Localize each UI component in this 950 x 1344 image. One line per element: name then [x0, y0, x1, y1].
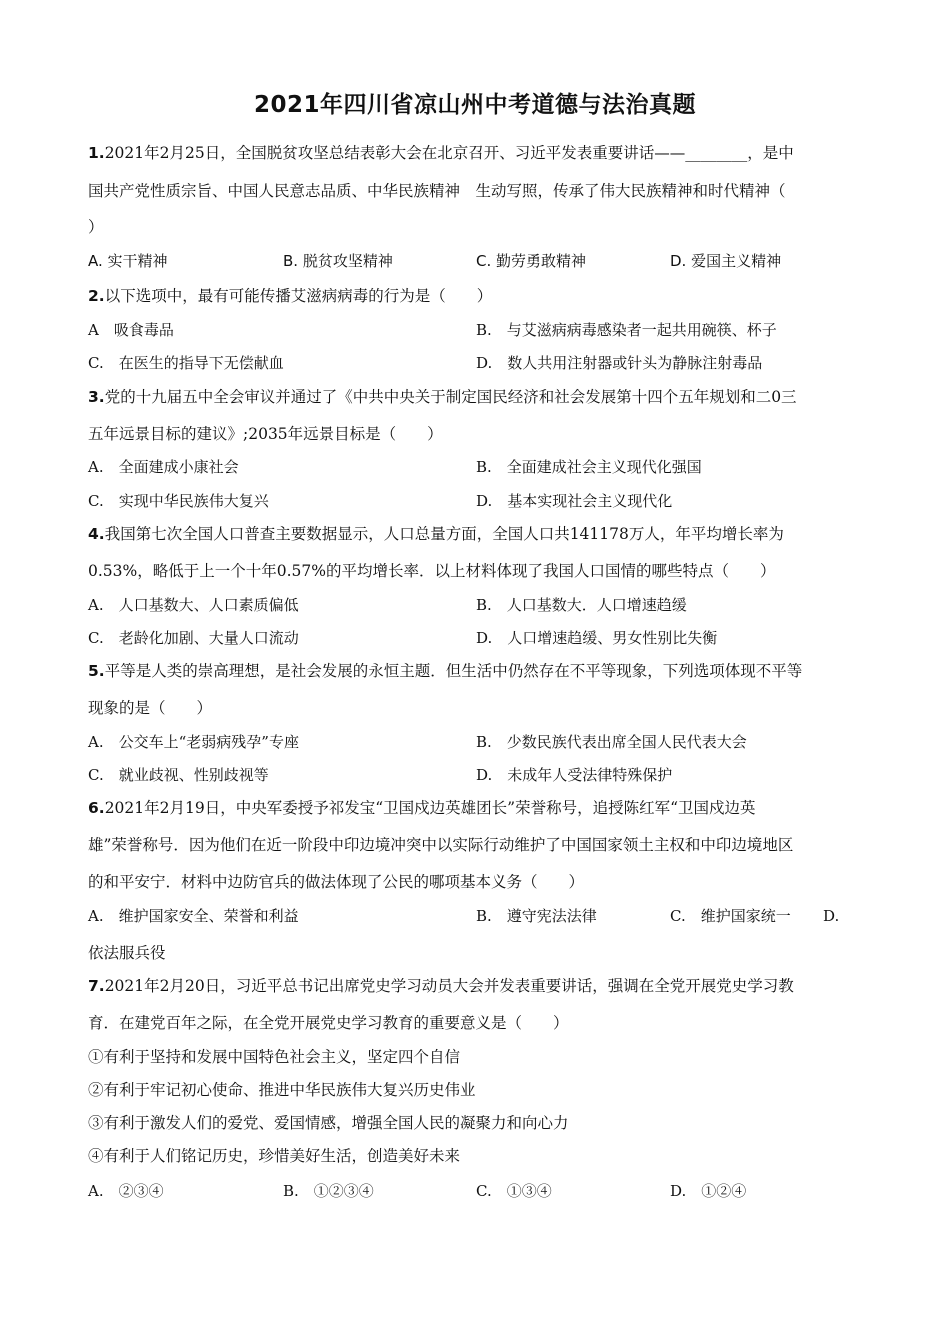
question-number: 1. [88, 144, 105, 162]
question-4-line-2: 0.53%，略低于上一个十年0.57%的平均增长率．以上材料体现了我国人口国情的哪些特点（ ） [88, 562, 776, 580]
question-6-line-1: 6.2021年2月19日，中央军委授予祁发宝“卫国戍边英雄团长”荣誉称号，追授陈红军“卫国戍边英 [88, 799, 756, 817]
question-3-option-b: B. 全面建成社会主义现代化强国 [476, 458, 702, 476]
question-2-option-c: C. 在医生的指导下无偿献血 [88, 354, 284, 372]
question-5-option-a: A. 公交车上“老弱病残孕”专座 [88, 733, 299, 751]
question-1-line-2: 国共产党性质宗旨、中国人民意志品质、中华民族精神 生动写照，传承了伟大民族精神和时代精神（ [88, 182, 786, 200]
question-7-item-4: ④有利于人们铭记历史，珍惜美好生活，创造美好未来 [88, 1147, 461, 1165]
question-2-line-1: 2.以下选项中，最有可能传播艾滋病病毒的行为是（ ） [88, 287, 493, 305]
question-5-line-2: 现象的是（ ） [88, 699, 213, 717]
question-6-option-d-letter: D. [823, 907, 840, 925]
question-3-option-a: A. 全面建成小康社会 [88, 458, 239, 476]
question-2-option-b: B. 与艾滋病病毒感染者一起共用碗筷、杯子 [476, 321, 777, 339]
question-4-option-a: A. 人口基数大、人口素质偏低 [88, 596, 299, 614]
question-7-item-3: ③有利于激发人们的爱党、爱国情感，增强全国人民的凝聚力和向心力 [88, 1114, 569, 1132]
question-3-line-1: 3.党的十九届五中全会审议并通过了《中共中央关于制定国民经济和社会发展第十四个五年规划和二0三 [88, 388, 797, 406]
question-7-item-1: ①有利于坚持和发展中国特色社会主义，坚定四个自信 [88, 1048, 461, 1066]
question-5-option-c: C. 就业歧视、性别歧视等 [88, 766, 269, 784]
question-6-option-c: C. 维护国家统一 [670, 907, 791, 925]
question-7-option-b: B. ①②③④ [283, 1182, 374, 1200]
question-number: 5. [88, 662, 105, 680]
question-1-line-1: 1.2021年2月25日，全国脱贫攻坚总结表彰大会在北京召开、习近平发表重要讲话——________，是中 [88, 144, 794, 162]
question-1-option-d: D. 爱国主义精神 [670, 252, 782, 270]
question-3-option-d: D. 基本实现社会主义现代化 [476, 492, 673, 510]
question-2-option-a: A 吸食毒品 [88, 321, 174, 339]
question-7-line-2: 育．在建党百年之际，在全党开展党史学习教育的重要意义是（ ） [88, 1014, 569, 1032]
question-5-line-1: 5.平等是人类的崇高理想，是社会发展的永恒主题．但生活中仍然存在不平等现象，下列选项体现不平等 [88, 662, 803, 680]
question-6-option-b: B. 遵守宪法法律 [476, 907, 597, 925]
question-6-option-d-text: 依法服兵役 [88, 944, 166, 962]
question-7-option-a: A. ②③④ [88, 1182, 164, 1200]
page-title: 2021年四川省凉山州中考道德与法治真题 [253, 92, 696, 118]
question-number: 6. [88, 799, 105, 817]
question-6-line-3: 的和平安宁．材料中边防官兵的做法体现了公民的哪项基本义务（ ） [88, 873, 585, 891]
question-3-option-c: C. 实现中华民族伟大复兴 [88, 492, 269, 510]
question-number: 7. [88, 977, 105, 995]
question-5-option-d: D. 未成年人受法律特殊保护 [476, 766, 673, 784]
question-7-option-d: D. ①②④ [670, 1182, 747, 1200]
question-7-option-c: C. ①③④ [476, 1182, 552, 1200]
question-number: 2. [88, 287, 105, 305]
question-number: 3. [88, 388, 105, 406]
question-5-option-b: B. 少数民族代表出席全国人民代表大会 [476, 733, 747, 751]
question-1-option-b: B. 脱贫攻坚精神 [283, 252, 393, 270]
question-4-option-d: D. 人口增速趋缓、男女性别比失衡 [476, 629, 718, 647]
question-4-option-c: C. 老龄化加剧、大量人口流动 [88, 629, 299, 647]
question-3-line-2: 五年远景目标的建议》;2035年远景目标是（ ） [88, 425, 443, 443]
question-1-line-3: ） [88, 218, 104, 236]
question-4-option-b: B. 人口基数大．人口增速趋缓 [476, 596, 687, 614]
question-2-option-d: D. 数人共用注射器或针头为静脉注射毒品 [476, 354, 763, 372]
question-7-line-1: 7.2021年2月20日，习近平总书记出席党史学习动员大会并发表重要讲话，强调在全党开展党史学习教 [88, 977, 794, 995]
question-number: 4. [88, 525, 105, 543]
question-4-line-1: 4.我国第七次全国人口普查主要数据显示，人口总量方面，全国人口共141178万人，年平均增长率为 [88, 525, 784, 543]
question-1-option-c: C. 勤劳勇敢精神 [476, 252, 587, 270]
question-6-option-a: A. 维护国家安全、荣誉和利益 [88, 907, 299, 925]
question-6-line-2: 雄”荣誉称号．因为他们在近一阶段中印边境冲突中以实际行动维护了中国国家领土主权和中印边境地区 [88, 836, 794, 854]
question-1-option-a: A. 实干精神 [88, 252, 168, 270]
question-7-item-2: ②有利于牢记初心使命、推进中华民族伟大复兴历史伟业 [88, 1081, 476, 1099]
